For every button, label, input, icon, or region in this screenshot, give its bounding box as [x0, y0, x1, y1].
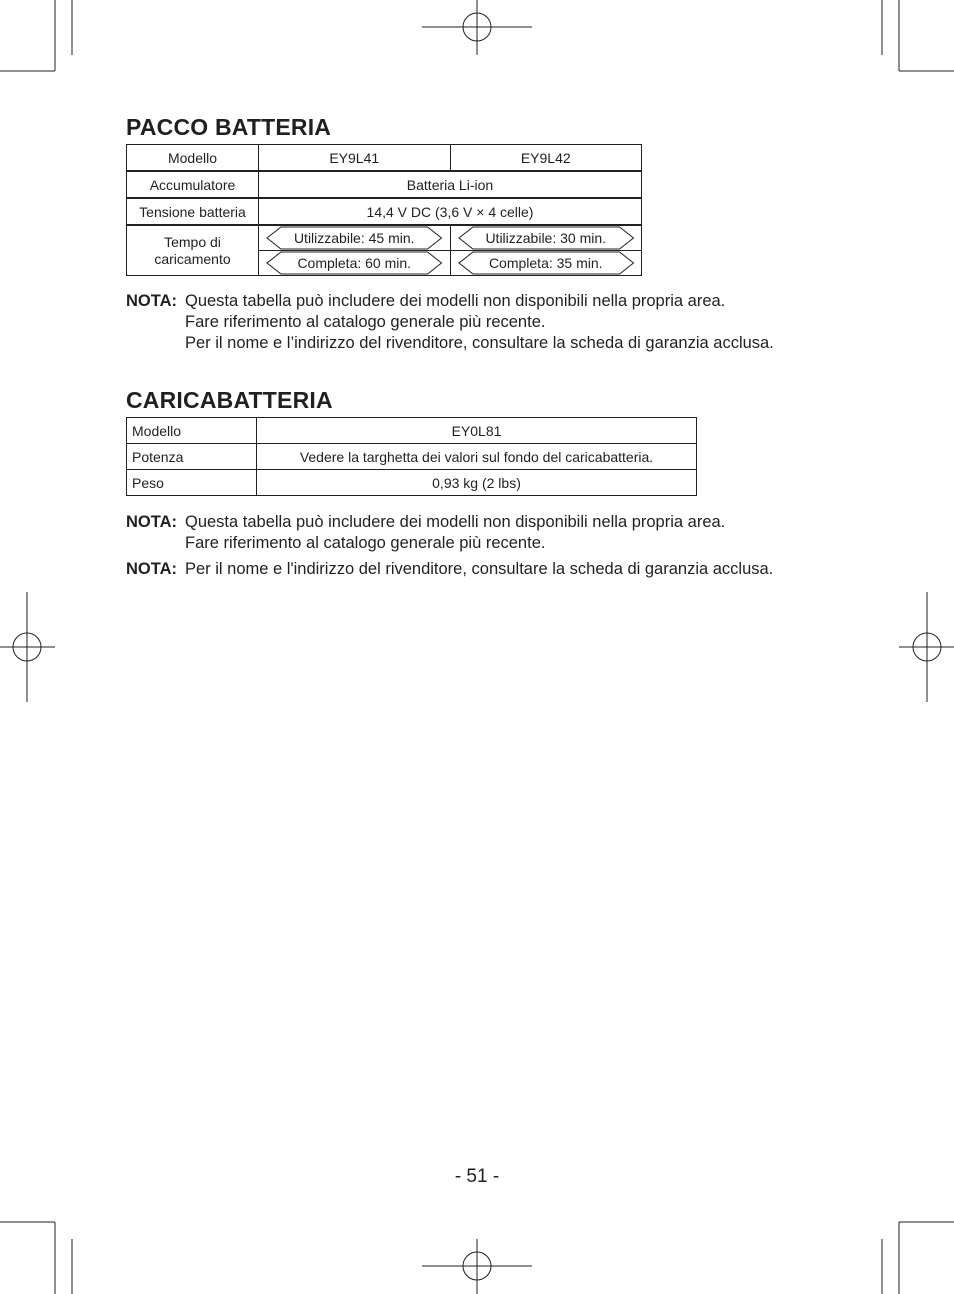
crop-mark-top-right [882, 0, 954, 71]
registration-mark-top [422, 0, 532, 55]
table-row [127, 145, 642, 172]
charge-time-cell [259, 251, 451, 276]
utilizzabile-time: Utilizzabile: 30 min. [485, 230, 607, 246]
crop-mark-bottom-left [0, 1222, 72, 1294]
note-text: Questa tabella può includere dei modelli non disponibili nella propria area. [185, 513, 726, 531]
section-title-caricabatteria: CARICABATTERIA [126, 387, 333, 413]
row-label-tempo-di-caricamento: Tempo di caricamento [127, 225, 259, 276]
note-block [126, 559, 773, 580]
utilizzabile-time: Utilizzabile: 45 min. [293, 230, 415, 246]
row-label-potenza: Potenza [127, 444, 257, 470]
charge-time-cell [450, 251, 642, 276]
crop-mark-top-left [0, 0, 72, 71]
row-label-peso: Peso [127, 470, 257, 496]
row-label-modello: Modello [127, 145, 259, 172]
registration-mark-right [899, 592, 954, 702]
table-row [127, 418, 697, 444]
registration-mark-bottom [422, 1239, 532, 1294]
tensione-value: 14,4 V DC (3,6 V × 4 celle) [259, 198, 642, 225]
note-block [126, 291, 774, 354]
hexagon-label [267, 227, 442, 249]
table-row [127, 198, 642, 225]
charge-time-cell [450, 225, 642, 251]
peso-value: 0,93 kg (2 lbs) [257, 470, 697, 496]
table-row [127, 444, 697, 470]
crop-mark-bottom-right [882, 1222, 954, 1294]
note-label: NOTA: [126, 560, 178, 578]
table-row [127, 470, 697, 496]
charger-table [126, 417, 697, 496]
accumulatore-value: Batteria Li-ion [259, 171, 642, 198]
row-label-accumulatore: Accumulatore [127, 171, 259, 198]
table-row [127, 171, 642, 198]
note-label: NOTA: [126, 513, 178, 531]
battery-pack-table [126, 144, 642, 276]
model-cell: EY9L42 [450, 145, 642, 172]
hexagon-label [267, 252, 442, 274]
note-text: Questa tabella può includere dei modelli non disponibili nella propria area. [185, 292, 726, 310]
note-label: NOTA: [126, 292, 178, 310]
page-number: - 51 - [454, 1166, 500, 1187]
note-block [126, 512, 725, 554]
hexagon-label [459, 252, 634, 274]
table-row [127, 225, 642, 251]
registration-mark-left [0, 592, 55, 702]
note-text: Fare riferimento al catalogo generale più recente. [185, 534, 546, 552]
row-label-tensione: Tensione batteria [127, 198, 259, 225]
completa-time: Completa: 35 min. [488, 255, 603, 271]
hexagon-label [459, 227, 634, 249]
note-text: Per il nome e l’indirizzo del rivenditore, consultare la scheda di garanzia acclusa. [185, 334, 774, 352]
note-text: Fare riferimento al catalogo generale più recente. [185, 313, 546, 331]
completa-time: Completa: 60 min. [297, 255, 412, 271]
note-text: Per il nome e l'indirizzo del rivenditore, consultare la scheda di garanzia acclusa. [185, 560, 774, 578]
charger-model-value: EY0L81 [257, 418, 697, 444]
charge-time-cell [259, 225, 451, 251]
model-cell: EY9L41 [259, 145, 451, 172]
section-title-pacco-batteria: PACCO BATTERIA [126, 114, 332, 140]
row-label-modello: Modello [127, 418, 257, 444]
potenza-value: Vedere la targhetta dei valori sul fondo del caricabatteria. [257, 444, 697, 470]
